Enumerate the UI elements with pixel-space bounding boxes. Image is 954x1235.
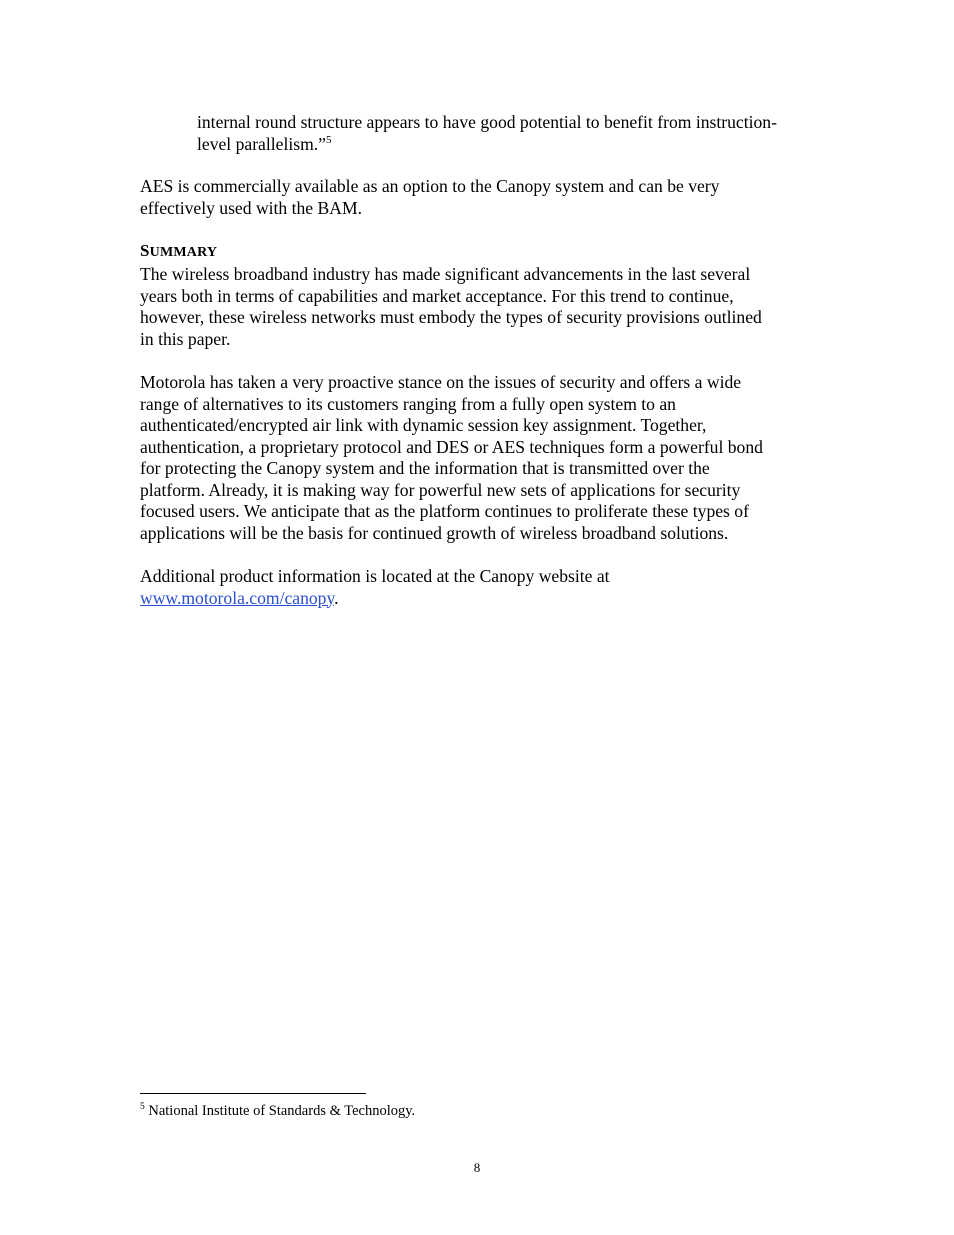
quoted-passage (197, 112, 822, 155)
summary-p1-line: however, these wireless networks must embody the types of security provisions outlined (140, 307, 762, 327)
quote-line-2: level parallelism.” (197, 133, 326, 154)
aes-paragraph (140, 176, 816, 219)
footnote (140, 1101, 415, 1121)
summary-p1-line: years both in terms of capabilities and market acceptance. For this trend to continue, (140, 285, 734, 306)
summary-p2-line: for protecting the Canopy system and the information that is transmitted over the (140, 458, 710, 478)
summary-paragraph-2 (140, 372, 816, 544)
summary-p2-line: authentication, a proprietary protocol and DES or AES techniques form a powerful bond (140, 436, 763, 457)
canopy-website-link[interactable]: www.motorola.com/canopy (140, 587, 335, 608)
footnote-separator (140, 1093, 366, 1094)
aes-line-1: AES is commercially available as an option to the Canopy system and can be very (140, 176, 720, 196)
additional-period: . (334, 587, 339, 608)
quote-line-1: internal round structure appears to have good potential to benefit from instruction- (197, 112, 777, 132)
summary-paragraph-1 (140, 264, 816, 350)
aes-line-2: effectively used with the BAM. (140, 197, 362, 218)
additional-info-paragraph (140, 566, 816, 609)
footnote-reference[interactable]: 5 (325, 133, 332, 146)
summary-p2-line: platform. Already, it is making way for powerful new sets of applications for security (140, 479, 741, 500)
summary-p2-line: Motorola has taken a very proactive stance on the issues of security and offers a wide (140, 372, 742, 392)
footnote-number: 5 (140, 1102, 145, 1112)
additional-line-1: Additional product information is located at the Canopy website at (140, 566, 610, 586)
summary-p1-line: The wireless broadband industry has made significant advancements in the last several (140, 264, 751, 284)
footnote-text: National Institute of Standards & Technology. (144, 1103, 416, 1119)
summary-p2-line: applications will be the basis for continued growth of wireless broadband solutions. (140, 522, 729, 543)
page-number: 8 (473, 1160, 481, 1175)
summary-p1-line: in this paper. (140, 328, 231, 349)
summary-heading-initial: S (140, 241, 150, 260)
summary-p2-line: range of alternatives to its customers ranging from a fully open system to an (140, 393, 676, 414)
summary-heading-rest: UMMARY (149, 245, 218, 260)
summary-p2-line: authenticated/encrypted air link with dynamic session key assignment. Together, (140, 415, 707, 435)
summary-heading (140, 241, 217, 261)
summary-p2-line: focused users. We anticipate that as the platform continues to proliferate these types of (140, 501, 749, 521)
